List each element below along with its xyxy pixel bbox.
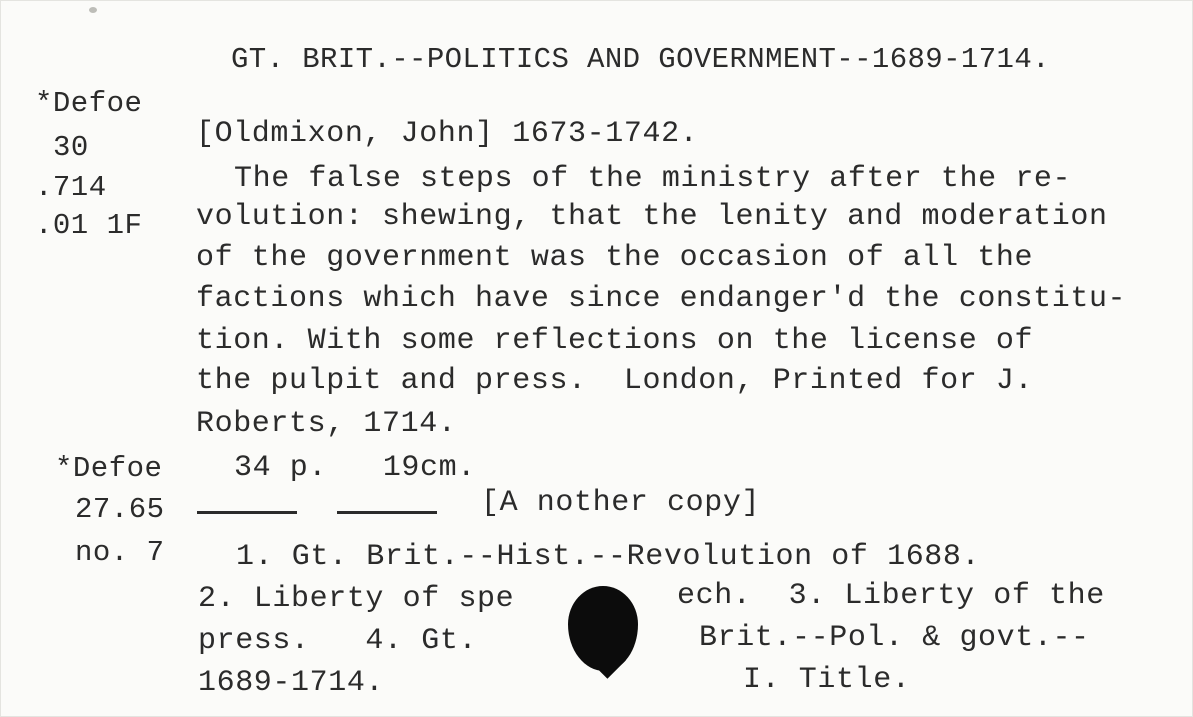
dash-line <box>197 511 297 514</box>
collation-line: 34 p. 19cm. <box>234 451 476 485</box>
subject-heading: GT. BRIT.--POLITICS AND GOVERNMENT--1689-1714. <box>231 43 1050 76</box>
call-number-line: no. 7 <box>75 536 165 569</box>
call-number-line: 30 <box>53 131 89 164</box>
author-line: [Oldmixon, John] 1673-1742. <box>196 117 699 151</box>
ink-speck <box>89 7 97 13</box>
tracing-line: I. Title. <box>743 663 911 697</box>
call-number-line: .01 1F <box>35 209 143 242</box>
tracing-line: Brit.--Pol. & govt.-- <box>699 621 1090 655</box>
title-line: the pulpit and press. London, Printed for J. <box>196 364 1034 398</box>
tracing-line: 1689-1714. <box>198 666 385 700</box>
tracing-line: ech. 3. Liberty of the <box>677 579 1105 613</box>
title-line: volution: shewing, that the lenity and moderation <box>196 200 1108 234</box>
title-line: The false steps of the ministry after the re- <box>234 162 1072 196</box>
call-number-line: *Defoe <box>35 87 143 120</box>
title-line: Roberts, 1714. <box>196 407 457 441</box>
dash-line <box>337 511 437 514</box>
another-copy-note: [A nother copy] <box>481 486 761 520</box>
tracing-line: press. 4. Gt. <box>198 624 478 658</box>
call-number-line: 27.65 <box>75 493 165 526</box>
tracing-line: 2. Liberty of spe <box>198 582 515 616</box>
title-line: factions which have since endanger'd the constitu- <box>196 282 1127 316</box>
title-line: tion. With some reflections on the license of <box>196 324 1034 358</box>
title-line: of the government was the occasion of all the <box>196 241 1034 275</box>
call-number-line: .714 <box>35 171 107 204</box>
tracing-line: 1. Gt. Brit.--Hist.--Revolution of 1688. <box>236 540 981 574</box>
call-number-line: *Defoe <box>55 452 163 485</box>
